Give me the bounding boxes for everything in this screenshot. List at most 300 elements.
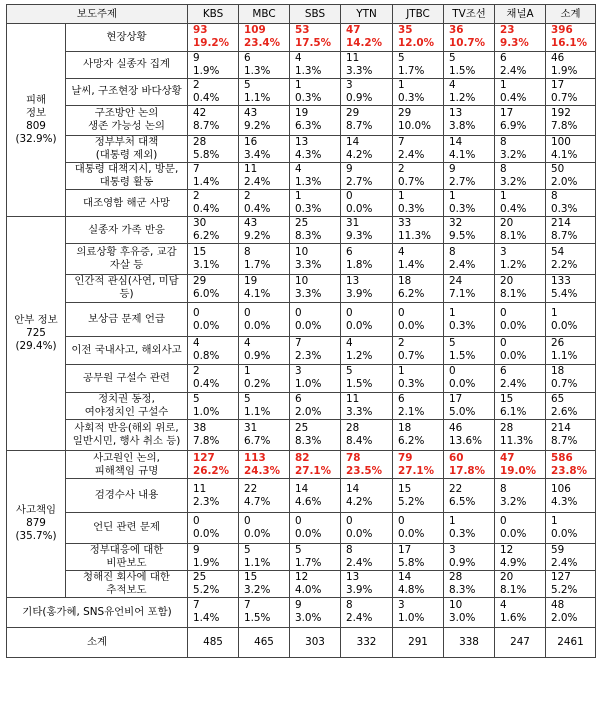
value-line: 1.4%	[398, 258, 425, 271]
category-label-line: 검경수사 내용	[94, 489, 159, 501]
category-label	[66, 337, 188, 365]
table-row	[7, 451, 596, 479]
value-line: 2.4%	[500, 64, 527, 77]
value-line: 9	[346, 163, 353, 175]
category-label	[66, 78, 188, 105]
value-cell	[393, 51, 444, 78]
value-line: 1	[449, 514, 456, 527]
value-line: 93	[193, 24, 208, 37]
category-label-line: 사회적 반응(해외 위로,	[74, 422, 179, 434]
value-line: 0.0%	[398, 319, 425, 332]
value-line: 1.4%	[193, 176, 220, 188]
group-label-line: (29.4%)	[15, 340, 57, 352]
value-cell	[444, 420, 495, 451]
value-line: 60	[449, 451, 464, 464]
value-line: 0	[295, 306, 302, 319]
value-line: 0	[346, 190, 353, 202]
value-cell	[239, 479, 290, 513]
value-cell	[393, 244, 444, 275]
value-cell	[546, 51, 596, 78]
table-row	[7, 217, 596, 244]
category-label-line: 실종자 가족 반응	[88, 223, 165, 236]
value-line: 19.0%	[500, 464, 537, 477]
table-row	[7, 392, 596, 420]
value-line: 127	[193, 451, 215, 464]
value-cell	[393, 136, 444, 163]
value-line: 9	[449, 163, 456, 175]
table-row	[7, 78, 596, 105]
value-line: 2.4%	[449, 258, 476, 271]
value-line: 10	[449, 599, 463, 612]
category-label-line: 인간적 관심(사연, 미담	[74, 275, 179, 288]
value-line: 0.0%	[346, 527, 373, 540]
value-line: 7	[193, 599, 200, 612]
value-line: 1.4%	[193, 612, 220, 625]
value-cell	[495, 274, 546, 303]
value-line: 1.5%	[244, 612, 271, 625]
value-line: 4.6%	[295, 495, 322, 508]
table-row	[7, 479, 596, 513]
value-line: 1.2%	[500, 258, 527, 271]
value-line: 18	[398, 422, 412, 434]
channel-header: 채널A	[495, 5, 546, 24]
value-line: 4	[500, 599, 507, 612]
value-cell	[393, 451, 444, 479]
value-line: 0.0%	[193, 319, 220, 332]
value-line: 17	[398, 543, 412, 556]
value-cell	[188, 217, 239, 244]
value-cell	[393, 24, 444, 52]
value-cell	[393, 163, 444, 190]
value-line: 29	[398, 107, 412, 120]
value-line: 3	[346, 78, 353, 91]
value-cell	[188, 105, 239, 136]
value-cell	[341, 597, 393, 628]
value-line: 2.7%	[449, 176, 476, 188]
value-cell	[341, 78, 393, 105]
category-label-line: 구조방안 논의	[94, 107, 159, 120]
header-row	[7, 5, 596, 24]
value-line: 19.2%	[193, 37, 230, 50]
value-line: 5	[398, 51, 405, 64]
category-label-line: 비판보도	[106, 556, 147, 569]
value-line: 28	[346, 422, 360, 434]
value-line: 0	[346, 306, 353, 319]
category-label-line: 등)	[119, 288, 134, 301]
value-cell	[290, 451, 341, 479]
value-line: 5.8%	[398, 556, 425, 569]
value-line: 2	[244, 190, 251, 202]
value-line: 23.5%	[346, 464, 383, 477]
value-line: 1.9%	[193, 64, 220, 77]
value-cell	[444, 217, 495, 244]
value-cell	[290, 303, 341, 337]
value-line: 15	[244, 570, 258, 583]
value-line: 3.3%	[346, 64, 373, 77]
value-line: 23.4%	[244, 37, 281, 50]
value-line: 15	[500, 392, 514, 405]
value-line: 3	[295, 365, 302, 377]
total-cell: 338	[444, 628, 495, 658]
value-line: 3.9%	[346, 288, 373, 301]
group-label-line: 725	[26, 327, 46, 339]
value-line: 25	[295, 422, 309, 434]
value-cell	[393, 337, 444, 365]
table-row	[7, 163, 596, 190]
category-label	[66, 451, 188, 479]
value-line: 0.4%	[193, 378, 220, 390]
value-line: 31	[346, 217, 360, 229]
value-cell	[290, 244, 341, 275]
value-line: 0.7%	[551, 378, 578, 390]
value-line: 2.4%	[398, 149, 425, 161]
value-line: 5.2%	[193, 583, 220, 596]
value-line: 3.0%	[295, 612, 322, 625]
value-cell	[290, 78, 341, 105]
value-cell	[393, 78, 444, 105]
value-line: 1	[295, 78, 302, 91]
value-cell	[290, 597, 341, 628]
channel-header: TV조선	[444, 5, 495, 24]
value-line: 43	[244, 217, 258, 229]
value-line: 192	[551, 107, 571, 120]
value-line: 4.0%	[295, 583, 322, 596]
value-cell	[393, 190, 444, 217]
value-line: 12.0%	[398, 37, 435, 50]
value-cell	[341, 136, 393, 163]
value-line: 6.2%	[398, 435, 425, 447]
value-line: 10.7%	[449, 37, 486, 50]
value-line: 9.2%	[244, 120, 271, 133]
value-line: 9.3%	[346, 230, 373, 242]
value-cell	[393, 392, 444, 420]
value-cell	[188, 337, 239, 365]
value-cell	[290, 337, 341, 365]
value-line: 1.8%	[346, 258, 373, 271]
value-line: 22	[449, 482, 463, 495]
value-line: 7	[244, 599, 251, 612]
value-line: 0.9%	[244, 350, 271, 363]
category-label	[66, 244, 188, 275]
value-line: 17	[551, 78, 565, 91]
value-line: 4	[295, 51, 302, 64]
total-cell: 2461	[546, 628, 596, 658]
value-line: 3.9%	[346, 583, 373, 596]
value-line: 35	[398, 24, 413, 37]
value-line: 8	[449, 245, 456, 258]
value-line: 8	[500, 163, 507, 175]
value-line: 16	[244, 136, 258, 148]
value-line: 3.4%	[244, 149, 271, 161]
value-line: 5	[346, 365, 353, 377]
value-line: 0.2%	[244, 378, 271, 390]
value-cell	[546, 392, 596, 420]
value-line: 11	[346, 51, 360, 64]
value-line: 0.7%	[551, 91, 578, 104]
value-cell	[239, 78, 290, 105]
value-line: 10	[295, 245, 309, 258]
value-line: 1.7%	[295, 556, 322, 569]
value-cell	[239, 136, 290, 163]
value-cell	[290, 274, 341, 303]
table-row	[7, 274, 596, 303]
value-line: 1.9%	[551, 64, 578, 77]
value-line: 1.7%	[244, 258, 271, 271]
value-line: 24	[449, 275, 463, 288]
value-cell	[393, 105, 444, 136]
value-line: 1.2%	[346, 350, 373, 363]
value-cell	[341, 217, 393, 244]
value-line: 3	[449, 543, 456, 556]
value-line: 3	[398, 599, 405, 612]
value-cell	[495, 337, 546, 365]
value-line: 4.1%	[449, 149, 476, 161]
value-line: 3.0%	[449, 612, 476, 625]
value-line: 11	[346, 392, 360, 405]
table-row	[7, 543, 596, 570]
value-cell	[546, 244, 596, 275]
value-cell	[341, 451, 393, 479]
value-line: 17	[500, 107, 514, 120]
value-line: 0.0%	[551, 527, 578, 540]
value-line: 1	[551, 306, 558, 319]
category-label-line: 대통령 활동	[99, 176, 154, 188]
value-line: 1	[244, 365, 251, 377]
value-cell	[239, 337, 290, 365]
value-line: 109	[244, 24, 266, 37]
value-line: 14.2%	[346, 37, 383, 50]
value-line: 0.4%	[244, 203, 271, 215]
value-cell	[290, 24, 341, 52]
value-line: 1	[398, 78, 405, 91]
value-cell	[188, 303, 239, 337]
value-line: 5	[193, 392, 200, 405]
value-line: 24.3%	[244, 464, 281, 477]
value-line: 9.2%	[244, 230, 271, 242]
channel-header: 소계	[546, 5, 596, 24]
value-line: 0.4%	[193, 203, 220, 215]
value-cell	[239, 274, 290, 303]
value-line: 10	[295, 275, 309, 288]
table-row	[7, 420, 596, 451]
value-cell	[188, 163, 239, 190]
value-line: 19	[295, 107, 309, 120]
value-cell	[341, 543, 393, 570]
value-cell	[188, 190, 239, 217]
value-line: 0.0%	[346, 203, 373, 215]
value-cell	[495, 303, 546, 337]
value-line: 4	[346, 337, 353, 350]
value-line: 1	[500, 78, 507, 91]
value-line: 2.4%	[551, 556, 578, 569]
value-cell	[393, 420, 444, 451]
value-line: 42	[193, 107, 207, 120]
value-cell	[239, 570, 290, 597]
value-line: 6.1%	[500, 405, 527, 418]
value-line: 2.3%	[193, 495, 220, 508]
value-cell	[495, 513, 546, 544]
value-line: 6.3%	[295, 120, 322, 133]
value-cell	[239, 244, 290, 275]
value-line: 11	[193, 482, 207, 495]
value-line: 6.9%	[500, 120, 527, 133]
value-line: 1.1%	[244, 91, 271, 104]
value-line: 214	[551, 217, 571, 229]
value-line: 12	[500, 543, 514, 556]
value-line: 25	[295, 217, 309, 229]
value-line: 4.3%	[295, 149, 322, 161]
value-cell	[290, 163, 341, 190]
value-cell	[546, 274, 596, 303]
category-label-line: 정부대응에 대한	[89, 543, 164, 556]
category-label-line: 자살 등	[109, 258, 144, 271]
value-line: 1.5%	[449, 350, 476, 363]
value-line: 0.0%	[244, 527, 271, 540]
category-label-line: 공무원 구설수 관련	[83, 371, 170, 384]
value-cell	[495, 78, 546, 105]
value-line: 1.7%	[398, 64, 425, 77]
value-line: 18	[551, 365, 565, 377]
value-cell	[239, 303, 290, 337]
table-row	[7, 24, 596, 52]
value-line: 4.3%	[551, 495, 578, 508]
value-line: 8	[346, 543, 353, 556]
value-line: 30	[193, 217, 207, 229]
value-cell	[188, 24, 239, 52]
value-line: 6.5%	[449, 495, 476, 508]
total-row	[7, 628, 596, 658]
value-line: 46	[551, 51, 565, 64]
value-cell	[239, 217, 290, 244]
value-line: 6.0%	[193, 288, 220, 301]
total-cell: 332	[341, 628, 393, 658]
value-cell	[188, 597, 239, 628]
value-cell	[546, 190, 596, 217]
value-line: 26	[551, 337, 565, 350]
value-cell	[495, 163, 546, 190]
value-line: 5	[295, 543, 302, 556]
value-line: 46	[449, 422, 463, 434]
category-label	[66, 163, 188, 190]
value-cell	[239, 24, 290, 52]
value-line: 0.7%	[398, 350, 425, 363]
value-line: 11.3%	[398, 230, 432, 242]
value-line: 1	[449, 190, 456, 202]
value-line: 0.0%	[295, 527, 322, 540]
value-line: 8.7%	[346, 120, 373, 133]
value-cell	[444, 479, 495, 513]
value-line: 8.7%	[551, 230, 578, 242]
value-line: 59	[551, 543, 565, 556]
value-line: 586	[551, 451, 573, 464]
table-row	[7, 51, 596, 78]
value-line: 1.0%	[295, 378, 322, 390]
value-cell	[290, 392, 341, 420]
value-cell	[188, 136, 239, 163]
value-line: 47	[346, 24, 361, 37]
value-line: 48	[551, 599, 565, 612]
value-cell	[444, 190, 495, 217]
value-cell	[188, 78, 239, 105]
group-label-line: 정보	[25, 107, 47, 119]
value-line: 1.0%	[398, 612, 425, 625]
value-line: 1	[551, 514, 558, 527]
value-line: 0	[398, 306, 405, 319]
channel-header: YTN	[341, 5, 393, 24]
value-line: 2	[398, 337, 405, 350]
category-label-line: 보상금 문제 언급	[88, 313, 165, 325]
value-line: 214	[551, 422, 571, 434]
value-cell	[239, 513, 290, 544]
value-cell	[546, 451, 596, 479]
value-line: 16.1%	[551, 37, 588, 50]
value-line: 14	[398, 570, 412, 583]
value-line: 6	[500, 51, 507, 64]
value-cell	[546, 479, 596, 513]
value-line: 6	[295, 392, 302, 405]
value-line: 28	[449, 570, 463, 583]
value-cell	[239, 163, 290, 190]
value-cell	[444, 513, 495, 544]
value-line: 4.1%	[244, 288, 271, 301]
value-line: 100	[551, 136, 571, 148]
category-label	[66, 479, 188, 513]
category-label	[66, 543, 188, 570]
value-cell	[188, 451, 239, 479]
value-cell	[495, 597, 546, 628]
value-cell	[393, 597, 444, 628]
value-line: 2	[193, 365, 200, 377]
value-cell	[495, 136, 546, 163]
category-label-line: 청해진 회사에 대한	[83, 570, 170, 583]
value-cell	[341, 479, 393, 513]
group-label	[7, 451, 66, 598]
value-line: 2.2%	[551, 258, 578, 271]
value-line: 0	[500, 514, 507, 527]
value-cell	[341, 105, 393, 136]
value-line: 0	[295, 514, 302, 527]
value-line: 17	[449, 392, 463, 405]
value-cell	[290, 190, 341, 217]
value-line: 0.9%	[449, 556, 476, 569]
value-line: 0.0%	[551, 319, 578, 332]
category-label-line: 추적보도	[106, 583, 147, 596]
value-cell	[239, 451, 290, 479]
value-cell	[341, 24, 393, 52]
value-cell	[290, 105, 341, 136]
value-cell	[546, 597, 596, 628]
group-label-line: 피해	[25, 94, 47, 106]
value-line: 2.0%	[551, 612, 578, 625]
value-line: 0.0%	[244, 319, 271, 332]
value-line: 2.1%	[398, 405, 425, 418]
value-cell	[290, 217, 341, 244]
value-cell	[444, 597, 495, 628]
table-row	[7, 364, 596, 392]
category-label	[66, 24, 188, 52]
value-line: 2.4%	[346, 556, 373, 569]
category-label	[66, 392, 188, 420]
category-label-line: 생존 가능성 논의	[88, 120, 165, 133]
value-line: 133	[551, 275, 571, 288]
group-label-line: 사고책임	[15, 504, 57, 517]
value-cell	[546, 337, 596, 365]
value-line: 0	[193, 306, 200, 319]
value-cell	[495, 570, 546, 597]
group-label-line: 809	[26, 120, 46, 132]
other-row	[7, 597, 596, 628]
value-line: 1.3%	[295, 64, 322, 77]
